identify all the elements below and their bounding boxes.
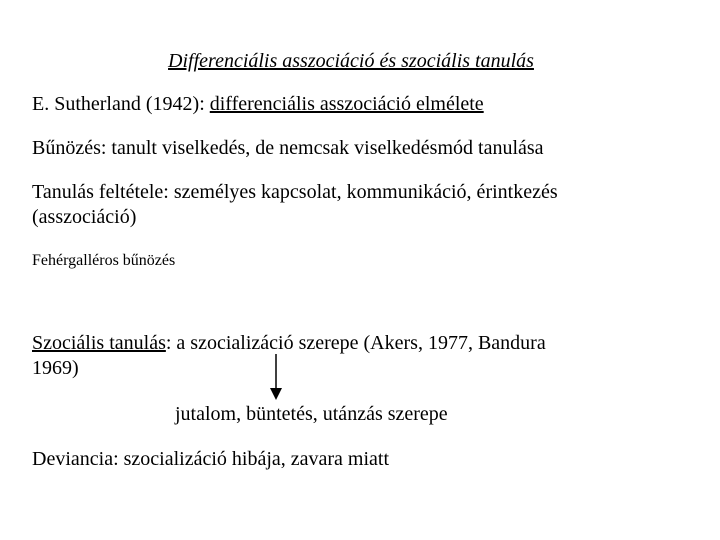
association-line: (asszociáció) — [32, 206, 137, 228]
social-learning-wrap: 1969) — [32, 357, 79, 379]
social-learning-term: Szociális tanulás — [32, 332, 166, 354]
crime-line: Bűnözés: tanult viselkedés, de nemcsak viselkedésmód tanulása — [32, 137, 544, 159]
slide-title: Differenciális asszociáció és szociális tanulás — [168, 50, 534, 72]
white-collar-line: Fehérgalléros bűnözés — [32, 252, 176, 269]
down-arrow-icon — [266, 354, 286, 400]
learning-condition-line: Tanulás feltétele: személyes kapcsolat, kommunikáció, érintkezés — [32, 181, 558, 203]
social-learning-line — [32, 331, 546, 356]
theory-name: differenciális asszociáció elmélete — [209, 93, 484, 115]
sutherland-line — [32, 92, 484, 117]
sutherland-prefix: E. Sutherland (1942): — [32, 93, 210, 115]
deviance-line: Deviancia: szocializáció hibája, zavara miatt — [32, 448, 390, 470]
reward-punishment-line: jutalom, büntetés, utánzás szerepe — [175, 403, 448, 425]
social-learning-rest: : a szocializáció szerepe (Akers, 1977, Bandura — [165, 332, 546, 354]
